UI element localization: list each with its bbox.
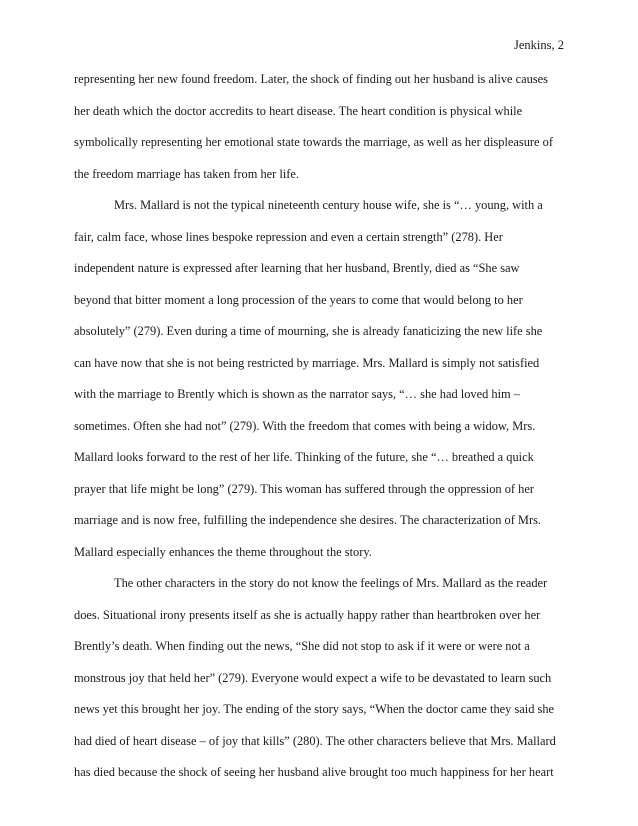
text-line: with the marriage to Brently which is shown as the narrator says, “… she had loved him – — [74, 387, 520, 401]
text-line: representing her new found freedom. Later, the shock of finding out her husband is alive causes — [74, 72, 548, 86]
text-line: does. Situational irony presents itself as she is actually happy rather than heartbroken over her — [74, 607, 541, 622]
text-line: has died because the shock of seeing her husband alive brought too much happiness for her heart — [74, 765, 554, 779]
paragraph — [74, 64, 566, 190]
text-line: the freedom marriage has taken from her life. — [74, 166, 299, 181]
text-line: had died of heart disease – of joy that kills” (280). The other characters believe that Mrs. Mallard — [74, 733, 556, 748]
text-line: prayer that life might be long” (279). This woman has suffered through the oppression of her — [74, 481, 534, 496]
paragraph — [74, 190, 566, 568]
text-line: marriage and is now free, fulfilling the independence she desires. The characterization of Mrs. — [74, 513, 541, 527]
text-line: sometimes. Often she had not” (279). With the freedom that comes with being a widow, Mrs. — [74, 418, 536, 433]
text-line: Mrs. Mallard is not the typical nineteenth century house wife, she is “… young, with a — [114, 198, 543, 212]
text-line: news yet this brought her joy. The ending of the story says, “When the doctor came they said she — [74, 702, 555, 716]
text-line: Mallard especially enhances the theme throughout the story. — [74, 544, 372, 559]
text-line: The other characters in the story do not know the feelings of Mrs. Mallard as the reader — [114, 576, 548, 590]
text-line: absolutely” (279). Even during a time of mourning, she is already fanaticizing the new life she — [74, 324, 543, 338]
text-line: her death which the doctor accredits to heart disease. The heart condition is physical while — [74, 103, 523, 118]
running-head: Jenkins, 2 — [514, 38, 564, 52]
text-line: can have now that she is not being restricted by marriage. Mrs. Mallard is simply not satisfied — [74, 355, 540, 370]
text-line: independent nature is expressed after learning that her husband, Brently, died as “She saw — [74, 261, 520, 275]
text-line: Mallard looks forward to the rest of her life. Thinking of the future, she “… breathed a quick — [74, 450, 534, 464]
text-line: beyond that bitter moment a long procession of the years to come that would belong to her — [74, 292, 523, 307]
body-text — [74, 64, 566, 789]
text-line: symbolically representing her emotional state towards the marriage, as well as her displeasure of — [74, 135, 553, 149]
text-line: fair, calm face, whose lines bespoke repression and even a certain strength” (278). Her — [74, 229, 503, 244]
text-line: monstrous joy that held her” (279). Everyone would expect a wife to be devastated to learn such — [74, 670, 552, 685]
text-line: Brently’s death. When finding out the news, “She did not stop to ask if it were or were not a — [74, 639, 530, 653]
paragraph — [74, 568, 566, 789]
